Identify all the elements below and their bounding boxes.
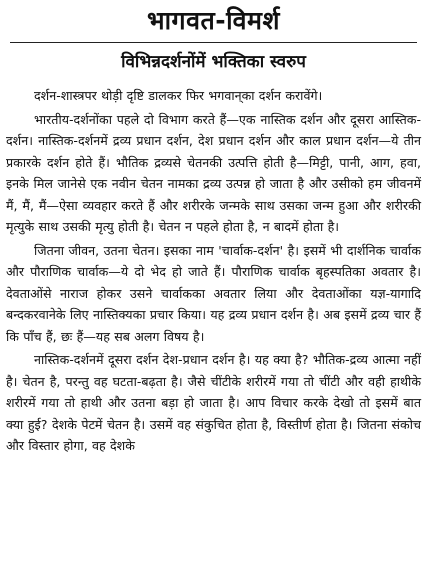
paragraph-2: भारतीय-दर्शनोंका पहले दो विभाग करते हैं—एक नास्तिक दर्शन और दूसरा आस्तिक-दर्शन। नास्तिक-दर्शनमें द्रव्य प्रधान दर्शन, देश प्रधान दर्शन और काल प्रधान दर्शन—ये तीन प्रकारके दर्शन होते हैं। भौतिक द्रव्यसे चेतनकी उत्पत्ति होती है—मिट्टी, पानी, आग, हवा, इनके मिल जानेसे एक नवीन चेतन नामका द्रव्य उत्पन्न हो जाता है और उसीको हम जीवनमें मैं, मैं, मैं—ऐसा व्यवहार करते हैं और शरीरके जन्मके साथ उसका जन्म हुआ और शरीरकी मृत्युके साथ उसकी मृत्यु होती है। चेतन न पहले होता है, न बादमें होता है। [6,111,421,234]
document-page [0,4,427,574]
paragraph-3: जितना जीवन, उतना चेतन। इसका नाम 'चार्वाक-दर्शन' है। इसमें भी दार्शनिक चार्वाक और पौराणिक चार्वाक—ये दो भेद हो जाते हैं। पौराणिक चार्वाक बृहस्पतिका अवतार है। देवताओंसे नाराज होकर उसने चार्वाकका अवतार लिया और देवताओंका यज्ञ-यागादि बन्दकरवानेके लिए नास्तिक्यका प्रचार किया। यह द्रव्य प्रधान दर्शन है। अब इसमें द्रव्य चार हैं कि पाँच हैं, छः हैं—यह सब अलग विषय है। [6,242,421,344]
title-divider [10,42,417,43]
section-heading: विभिन्नदर्शनोंमें भक्तिका स्वरुप [121,52,306,72]
paragraph-1: दर्शन-शास्त्रपर थोड़ी दृष्टि डालकर फिर भगवान्‌का दर्शन करावेंगे। [34,88,323,103]
page-title: भागवत-विमर्श [147,6,280,35]
body-text [6,85,421,457]
paragraph-4: नास्तिक-दर्शनमें दूसरा दर्शन देश-प्रधान दर्शन है। यह क्या है? भौतिक-द्रव्य आत्मा नहीं है। चेतन है, परन्तु वह घटता-बढ़ता है। जैसे चींटीके शरीरमें गया तो चींटी और वही हाथीके शरीरमें गया तो हाथी और उतना बड़ा हो जाता है। आप विचार करके देखो तो इसमें बात क्या हुई? देशके पेटमें चेतन है। उसमें वह संकुचित होता है, विस्तीर्ण होता है। जितना संकोच और विस्तार होगा, वह देशके [6,352,421,453]
